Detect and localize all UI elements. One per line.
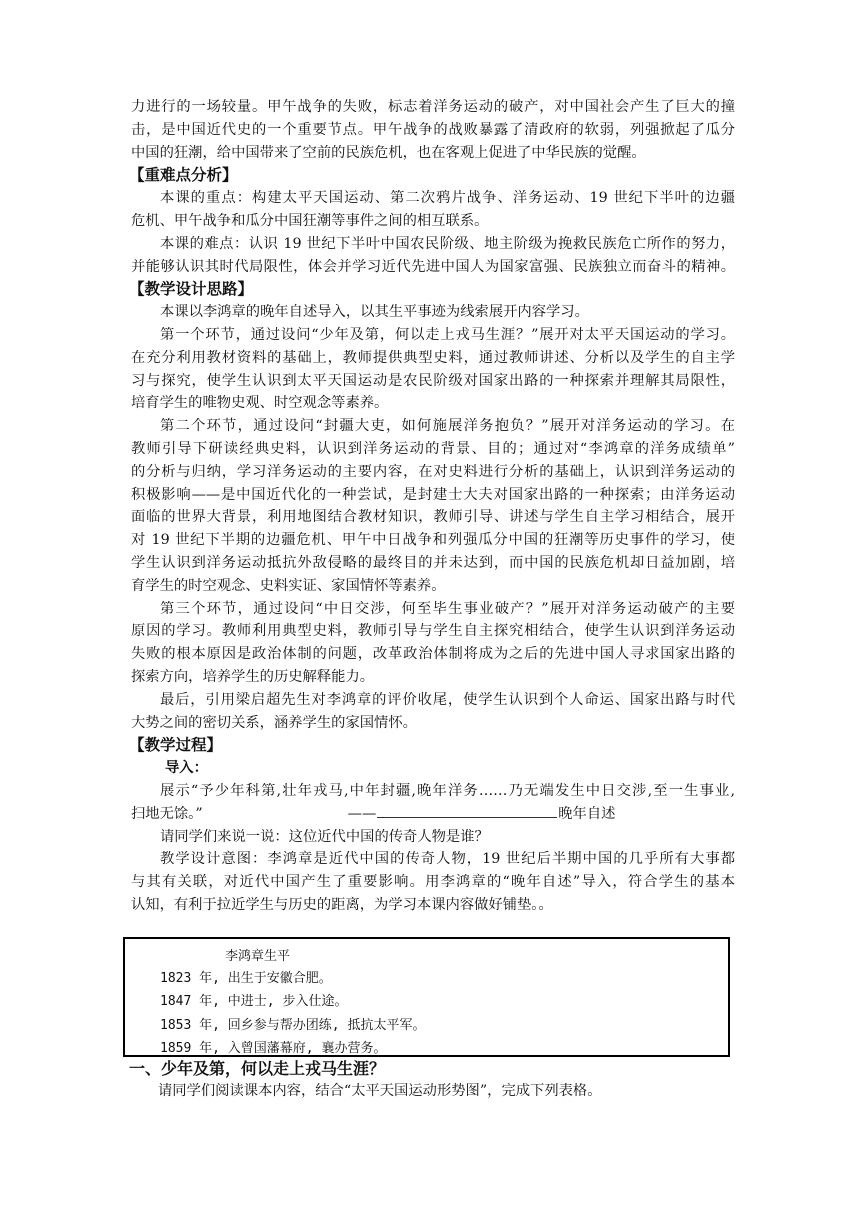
biography-item: 1847 年, 中进士, 步入仕途。 [160, 994, 348, 1009]
paragraph-line: 第二个环节，通过设问“封疆大吏，如何施展洋务抱负？”展开对洋务运动的学习。在 [160, 418, 735, 435]
paragraph-line: 失败的根本原因是政治体制的问题，改革政治体制将成为之后的先进中国人寻求国家出路的 [131, 646, 735, 663]
paragraph-line: 危机、甲午战争和瓜分中国狂潮等事件之间的相互联系。 [131, 212, 489, 229]
biography-item: 1859 年, 入曾国藩幕府, 襄办营务。 [160, 1041, 387, 1056]
biography-box [123, 937, 730, 1057]
paragraph-line: 积极影响——是中国近代化的一种尝试，是封建士大夫对国家出路的一种探索；由洋务运动 [131, 486, 735, 503]
paragraph-line: 与其有关联，对近代中国产生了重要影响。用李鸿章的“晚年自述”导入，符合学生的基本 [131, 874, 735, 891]
paragraph-line: 请同学们阅读课本内容，结合“太平天国运动形势图”，完成下列表格。 [158, 1083, 602, 1099]
paragraph-line: 对 19 世纪下半期的边疆危机、甲午中日战争和列强瓜分中国的狂潮等历史事件的学习，使 [131, 532, 735, 549]
paragraph-line: 认知，有利于拉近学生与历史的距离，为学习本课内容做好铺垫。。 [131, 896, 553, 913]
paragraph-line: 中国的狂潮，给中国带来了空前的民族危机，也在客观上促进了中华民族的觉醒。 [131, 144, 646, 161]
biography-item: 1823 年, 出生于安徽合肥。 [160, 971, 332, 986]
paragraph-line: 习与探究，使学生认识到太平天国运动是农民阶级对国家出路的一种探索并理解其局限性， [131, 372, 735, 389]
biography-title: 李鸿章生平 [225, 949, 291, 964]
blank-line [377, 803, 557, 818]
question-line: 请同学们来说一说：这位近代中国的传奇人物是谁？ [160, 828, 489, 845]
paragraph-line: 在充分利用教材资料的基础上，教师提供典型史料，通过教师讲述、分析以及学生的自主学 [131, 349, 735, 366]
paragraph-line: 击，是中国近代史的一个重要节点。甲午战争的战败暴露了清政府的软弱，列强掀起了瓜分 [131, 121, 735, 138]
paragraph-line: 原因的学习。教师利用典型史料，教师引导与学生自主探究相结合，使学生认识到洋务运动 [131, 623, 735, 640]
paragraph-line: 并能够认识其时代局限性，体会并学习近代先进中国人为国家富强、民族独立而奋斗的精神。 [131, 258, 735, 275]
paragraph-line: 最后，引用梁启超先生对李鸿章的评价收尾，使学生认识到个人命运、国家出路与时代 [160, 691, 735, 708]
quote-source: 晚年自述 [558, 805, 616, 822]
paragraph-line: 培育学生的唯物史观、时空观念等素养。 [131, 395, 389, 412]
section-heading-difficulty: 【重难点分析】 [129, 165, 238, 185]
paragraph-line: 面临的世界大背景，利用地图结合教材知识，教师引导、讲述与学生自主学习相结合，展开 [131, 509, 735, 526]
paragraph-line: 的分析与归纳，学习洋务运动的主要内容，在对史料进行分析的基础上，认识到洋务运动的 [131, 463, 735, 480]
quote-end: 扫地无馀。” [131, 805, 203, 822]
section-heading-process: 【教学过程】 [129, 735, 223, 755]
paragraph-line: 育学生的时空观念、史料实证、家国情怀等素养。 [131, 577, 446, 594]
paragraph-line: 大势之间的密切关系，涵养学生的家国情怀。 [131, 714, 417, 731]
paragraph-line: 探索方向，培养学生的历史解释能力。 [131, 668, 375, 685]
quote-line: 展示“予少年科第,壮年戎马,中年封疆,晚年洋务……乃无端发生中日交涉,至一生事业, [160, 782, 735, 799]
paragraph-line: 本课的重点：构建太平天国运动、第二次鸦片战争、洋务运动、19 世纪下半叶的边疆 [160, 190, 735, 207]
paragraph-line: 教学设计意图：李鸿章是近代中国的传奇人物，19 世纪后半期中国的几乎所有大事都 [160, 851, 735, 868]
paragraph-line: 本课的难点：认识 19 世纪下半叶中国农民阶级、地主阶级为挽救民族危亡所作的努力， [160, 235, 735, 252]
biography-item: 1853 年, 回乡参与帮办团练, 抵抗太平军。 [160, 1018, 426, 1033]
paragraph-line: 第一个环节，通过设问“少年及第，何以走上戎马生涯？”展开对太平天国运动的学习。 [160, 326, 735, 343]
subheading-intro: 导入： [165, 760, 208, 777]
paragraph-line: 本课以李鸿章的晚年自述导入，以其生平事迹为线索展开内容学习。 [160, 304, 589, 321]
paragraph-line: 教师引导下研读经典史料，认识到洋务运动的背景、目的；通过对“李鸿章的洋务成绩单” [131, 440, 735, 457]
paragraph-line: 力进行的一场较量。甲午战争的失败，标志着洋务运动的破产，对中国社会产生了巨大的撞 [131, 99, 735, 115]
document-body [131, 96, 735, 917]
part-one [129, 1058, 733, 1103]
paragraph-line: 学生认识到洋务运动抵抗外敌侵略的最终目的并未达到，而中国的民族危机却日益加剧，培 [131, 554, 735, 571]
quote-attribution-line [131, 803, 735, 826]
part-one-title: 一、少年及第，何以走上戎马生涯？ [129, 1059, 386, 1078]
section-heading-design: 【教学设计思路】 [129, 279, 254, 299]
quote-dash: —— [347, 805, 377, 822]
paragraph-line: 第三个环节，通过设问“中日交涉，何至毕生事业破产？”展开对洋务运动破产的主要 [160, 600, 735, 617]
